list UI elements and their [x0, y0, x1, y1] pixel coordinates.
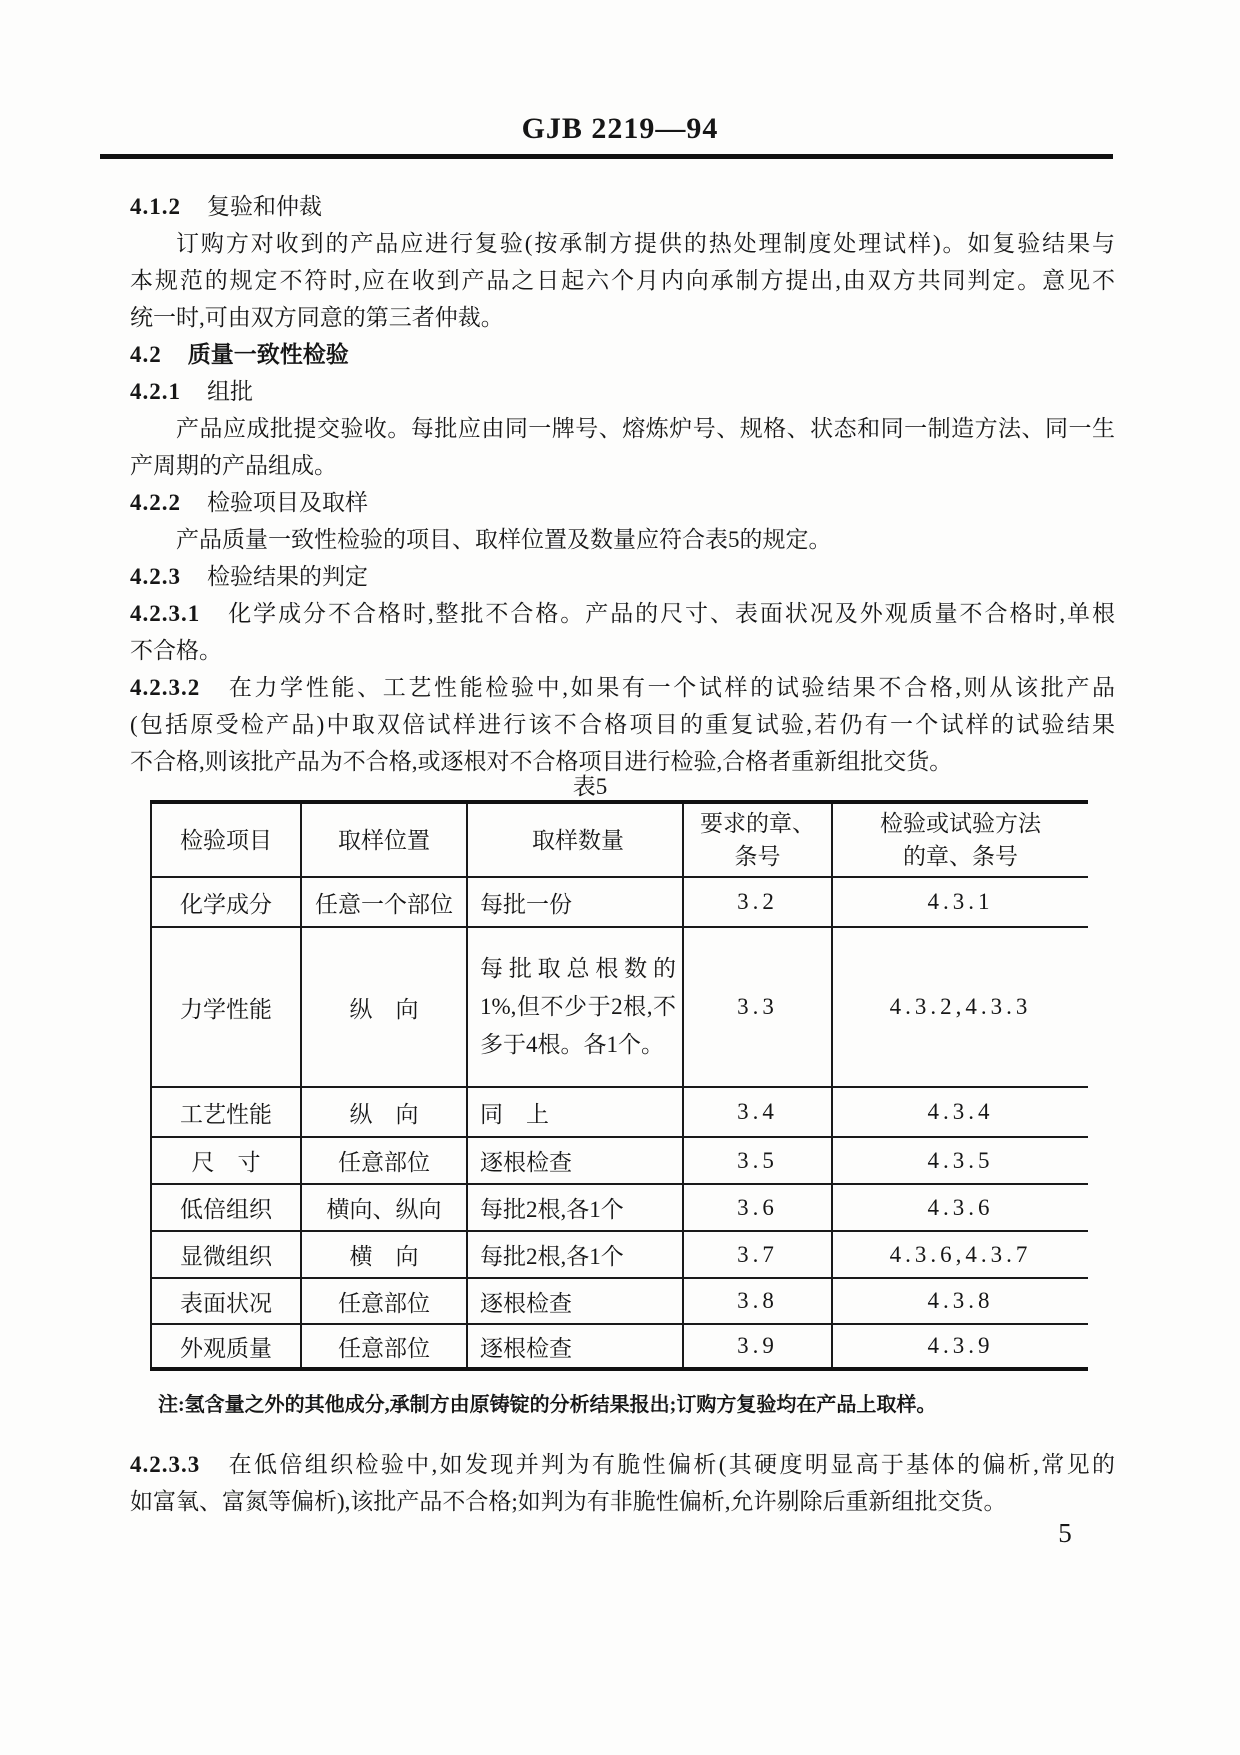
- cell-requirement: 3.9: [683, 1324, 832, 1369]
- section-heading-4-2-1: [130, 373, 1115, 410]
- cell-requirement: 3.2: [683, 877, 832, 927]
- section-title: 复验和仲裁: [207, 194, 322, 219]
- cell-item: 外观质量: [151, 1324, 301, 1369]
- section-number: 4.1.2: [130, 194, 181, 219]
- table-row: [151, 1184, 1088, 1231]
- cell-quantity: 同 上: [467, 1087, 683, 1137]
- cell-quantity: 每批2根,各1个: [467, 1231, 683, 1278]
- table5: [150, 800, 1088, 1371]
- table-row: [151, 1137, 1088, 1184]
- table-row: [151, 877, 1088, 927]
- col-header-line: 的章、条号: [903, 844, 1018, 869]
- cell-quantity: 逐根检查: [467, 1278, 683, 1324]
- cell-quantity: 逐根检查: [467, 1137, 683, 1184]
- paragraph-line: 不合格。: [130, 638, 222, 663]
- cell-quantity: [467, 927, 683, 1087]
- cell-item: 力学性能: [151, 927, 301, 1087]
- cell-item: 表面状况: [151, 1278, 301, 1324]
- paragraph-line: 不合格,则该批产品为不合格,或逐根对不合格项目进行检验,合格者重新组批交货。: [130, 749, 953, 774]
- cell-requirement: 3.5: [683, 1137, 832, 1184]
- col-header-position: 取样位置: [301, 802, 467, 877]
- paragraph-text: 在力学性能、工艺性能检验中,如果有一个试样的试验结果不合格,则从该批产品: [226, 675, 1115, 700]
- standard-code: GJB 2219—94: [521, 112, 719, 145]
- section-number: 4.2: [130, 342, 162, 367]
- section-number: 4.2.3.2: [130, 675, 201, 700]
- paragraph-line: 产品应成批提交验收。每批应由同一牌号、熔炼炉号、规格、状态和同一制造方法、同一生: [176, 416, 1115, 441]
- header-rule: [100, 154, 1113, 159]
- section-heading-4-2-2: [130, 484, 1115, 521]
- section-title: 质量一致性检验: [187, 342, 349, 367]
- section-title: 组批: [207, 379, 253, 404]
- section-title: 检验结果的判定: [207, 564, 368, 589]
- section-4-2-3-2-line: [130, 669, 1115, 706]
- cell-requirement: 3.7: [683, 1231, 832, 1278]
- cell-method: 4.3.8: [832, 1278, 1088, 1324]
- cell-method: 4.3.1: [832, 877, 1088, 927]
- section-title: 检验项目及取样: [207, 490, 368, 515]
- cell-position: 任意一个部位: [301, 877, 467, 927]
- paragraph-line: 本规范的规定不符时,应在收到产品之日起六个月内向承制方提出,由双方共同判定。意见不: [130, 268, 1115, 293]
- section-number: 4.2.3.1: [130, 601, 201, 626]
- col-header-method: [832, 802, 1088, 877]
- col-header-item: 检验项目: [151, 802, 301, 877]
- body-text: [130, 188, 1115, 780]
- table-row: [151, 927, 1088, 1087]
- section-4-2-3-3-line: [130, 1446, 1115, 1483]
- paragraph-line: 订购方对收到的产品应进行复验(按承制方提供的热处理制度处理试样)。如复验结果与: [176, 231, 1115, 256]
- cell-quantity-text: 每批取总根数的1%,但不少于2根,不多于4根。各1个。: [480, 956, 676, 1057]
- cell-method: 4.3.9: [832, 1324, 1088, 1369]
- section-heading-4-1-2: [130, 188, 1115, 225]
- cell-position: 任意部位: [301, 1137, 467, 1184]
- cell-method: 4.3.5: [832, 1137, 1088, 1184]
- cell-method: 4.3.2,4.3.3: [832, 927, 1088, 1087]
- cell-method: 4.3.6: [832, 1184, 1088, 1231]
- cell-position: 横 向: [301, 1231, 467, 1278]
- cell-position: 纵 向: [301, 1087, 467, 1137]
- paragraph-text: 化学成分不合格时,整批不合格。产品的尺寸、表面状况及外观质量不合格时,单根: [226, 601, 1115, 626]
- cell-item: 低倍组织: [151, 1184, 301, 1231]
- cell-quantity: 每批一份: [467, 877, 683, 927]
- section-4-2-3-3: [130, 1446, 1115, 1520]
- cell-requirement: 3.8: [683, 1278, 832, 1324]
- section-number: 4.2.3: [130, 564, 181, 589]
- col-header-requirement: [683, 802, 832, 877]
- table-row: [151, 1278, 1088, 1324]
- section-number: 4.2.2: [130, 490, 181, 515]
- section-number: 4.2.3.3: [130, 1452, 201, 1477]
- paragraph-line: (包括原受检产品)中取双倍试样进行该不合格项目的重复试验,若仍有一个试样的试验结果: [130, 712, 1115, 737]
- table-row: [151, 1087, 1088, 1137]
- cell-position: 横向、纵向: [301, 1184, 467, 1231]
- section-heading-4-2: [130, 336, 1115, 373]
- paragraph-line: 产周期的产品组成。: [130, 453, 337, 478]
- table5-caption: 表5: [572, 774, 608, 799]
- cell-item: 化学成分: [151, 877, 301, 927]
- cell-item: 尺 寸: [151, 1137, 301, 1184]
- paragraph-line: 统一时,可由双方同意的第三者仲裁。: [130, 305, 504, 330]
- cell-method: 4.3.4: [832, 1087, 1088, 1137]
- cell-method: 4.3.6,4.3.7: [832, 1231, 1088, 1278]
- section-number: 4.2.1: [130, 379, 181, 404]
- cell-quantity: 每批2根,各1个: [467, 1184, 683, 1231]
- page-number: 5: [1058, 1518, 1072, 1548]
- table-note: 注:氢含量之外的其他成分,承制方由原铸锭的分析结果报出;订购方复验均在产品上取样。: [158, 1394, 937, 1416]
- cell-item: 显微组织: [151, 1231, 301, 1278]
- section-heading-4-2-3: [130, 558, 1115, 595]
- table-header-row: [151, 802, 1088, 877]
- cell-requirement: 3.3: [683, 927, 832, 1087]
- cell-quantity: 逐根检查: [467, 1324, 683, 1369]
- col-header-line: 检验或试验方法: [880, 811, 1041, 836]
- table-row: [151, 1231, 1088, 1278]
- paragraph-text: 在低倍组织检验中,如发现并判为有脆性偏析(其硬度明显高于基体的偏析,常见的: [226, 1452, 1115, 1477]
- cell-position: 任意部位: [301, 1324, 467, 1369]
- cell-position: 任意部位: [301, 1278, 467, 1324]
- table-row: [151, 1324, 1088, 1369]
- col-header-line: 条号: [734, 844, 781, 869]
- cell-requirement: 3.6: [683, 1184, 832, 1231]
- col-header-quantity: 取样数量: [467, 802, 683, 877]
- cell-requirement: 3.4: [683, 1087, 832, 1137]
- cell-position: 纵 向: [301, 927, 467, 1087]
- col-header-line: 要求的章、: [700, 811, 815, 836]
- paragraph-line: 如富氧、富氮等偏析),该批产品不合格;如判为有非脆性偏析,允许剔除后重新组批交货。: [130, 1489, 1007, 1514]
- section-4-2-3-1-line: [130, 595, 1115, 632]
- paragraph-line: 产品质量一致性检验的项目、取样位置及数量应符合表5的规定。: [176, 527, 832, 552]
- cell-item: 工艺性能: [151, 1087, 301, 1137]
